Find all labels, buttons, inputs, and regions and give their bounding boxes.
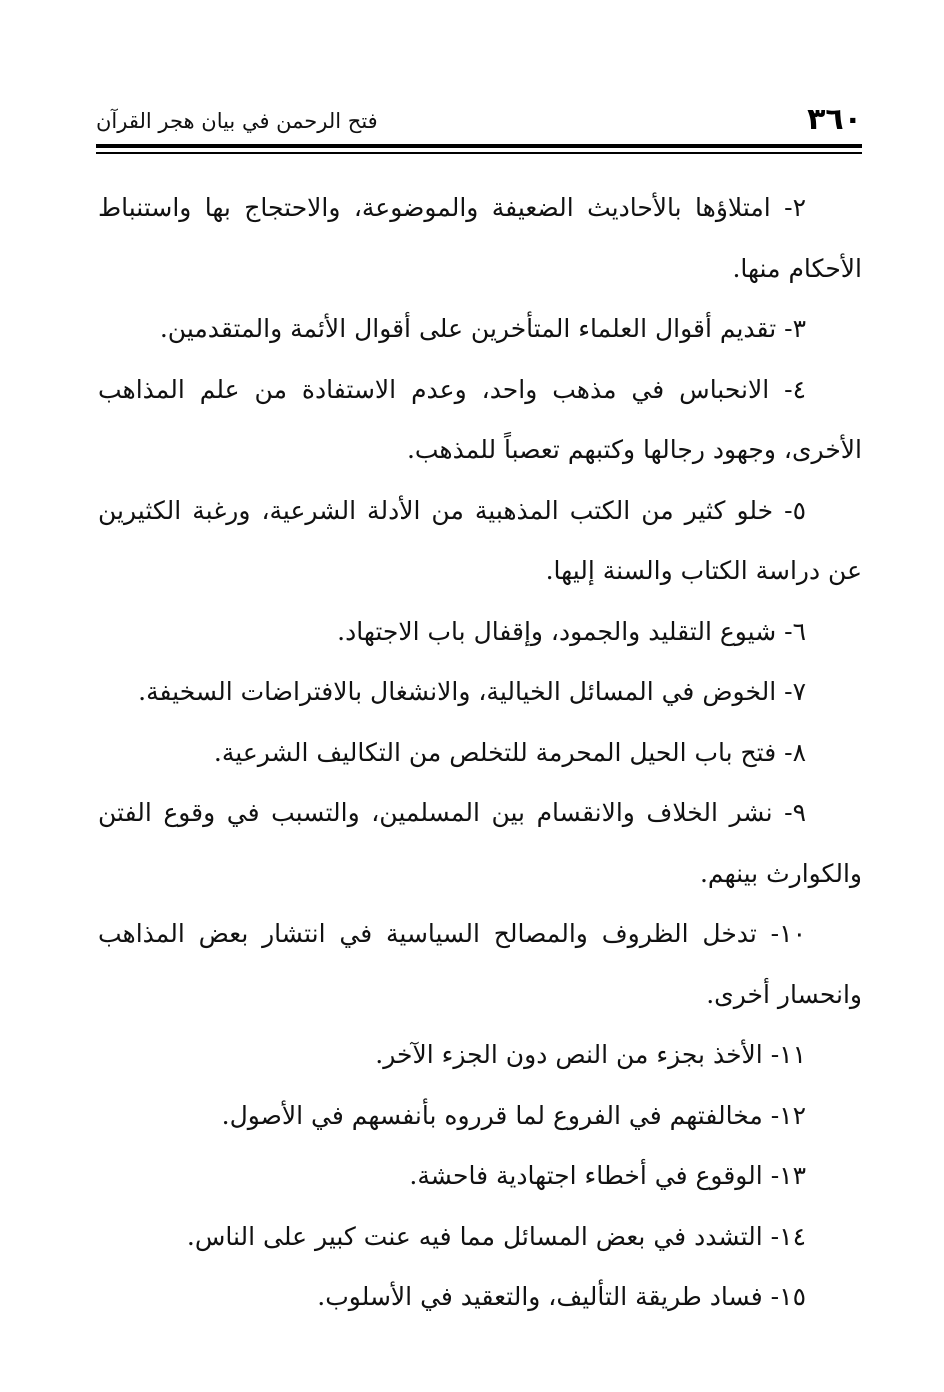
list-item-3: ٣- تقديم أقوال العلماء المتأخرين على أقوال الأئمة والمتقدمين.: [159, 314, 806, 343]
list-item-4: ٤- الانحباس في مذهب واحد، وعدم الاستفادة من علم المذاهب الأخرى، وجهود رجالها وكتبهم تعصباً للمذهب.: [98, 374, 862, 464]
list-item-2: ٢- امتلاؤها بالأحاديث الضعيفة والموضوعة، والاحتجاج بها واستنباط الأحكام منها.: [98, 193, 862, 283]
running-title: فتح الرحمن في بيان هجر القرآن: [96, 109, 378, 133]
list-item-10: ١٠- تدخل الظروف والمصالح السياسية في انتشار بعض المذاهب وانحسار أخرى.: [98, 919, 862, 1009]
page-number: ٣٦٠: [807, 102, 862, 137]
header-rule-thick: [96, 144, 862, 148]
list-item-13: ١٣- الوقوع في أخطاء اجتهادية فاحشة.: [409, 1161, 806, 1190]
list-item-5: ٥- خلو كثير من الكتب المذهبية من الأدلة الشرعية، ورغبة الكثيرين عن دراسة الكتاب والسنة إليها.: [98, 495, 862, 585]
list-item-9: ٩- نشر الخلاف والانقسام بين المسلمين، والتسبب في وقوع الفتن والكوارث بينهم.: [98, 798, 862, 888]
list-item-11: ١١- الأخذ بجزء من النص دون الجزء الآخر.: [375, 1040, 806, 1069]
list-item-12: ١٢- مخالفتهم في الفروع لما قرروه بأنفسهم في الأصول.: [221, 1100, 806, 1130]
list-item-7: ٧- الخوض في المسائل الخيالية، والانشغال بالافتراضات السخيفة.: [138, 677, 806, 706]
list-item-8: ٨- فتح باب الحيل المحرمة للتخلص من التكاليف الشرعية.: [213, 737, 806, 767]
list-item-6: ٦- شيوع التقليد والجمود، وإقفال باب الاجتهاد.: [337, 616, 806, 646]
list-item-14: ١٤- التشدد في بعض المسائل مما فيه عنت كبير على الناس.: [186, 1221, 806, 1251]
list-body: [98, 178, 862, 1328]
list-item-15: ١٥- فساد طريقة التأليف، والتعقيد في الأسلوب.: [317, 1282, 806, 1311]
header-rule-thin: [96, 152, 862, 154]
page-header: [96, 100, 862, 140]
